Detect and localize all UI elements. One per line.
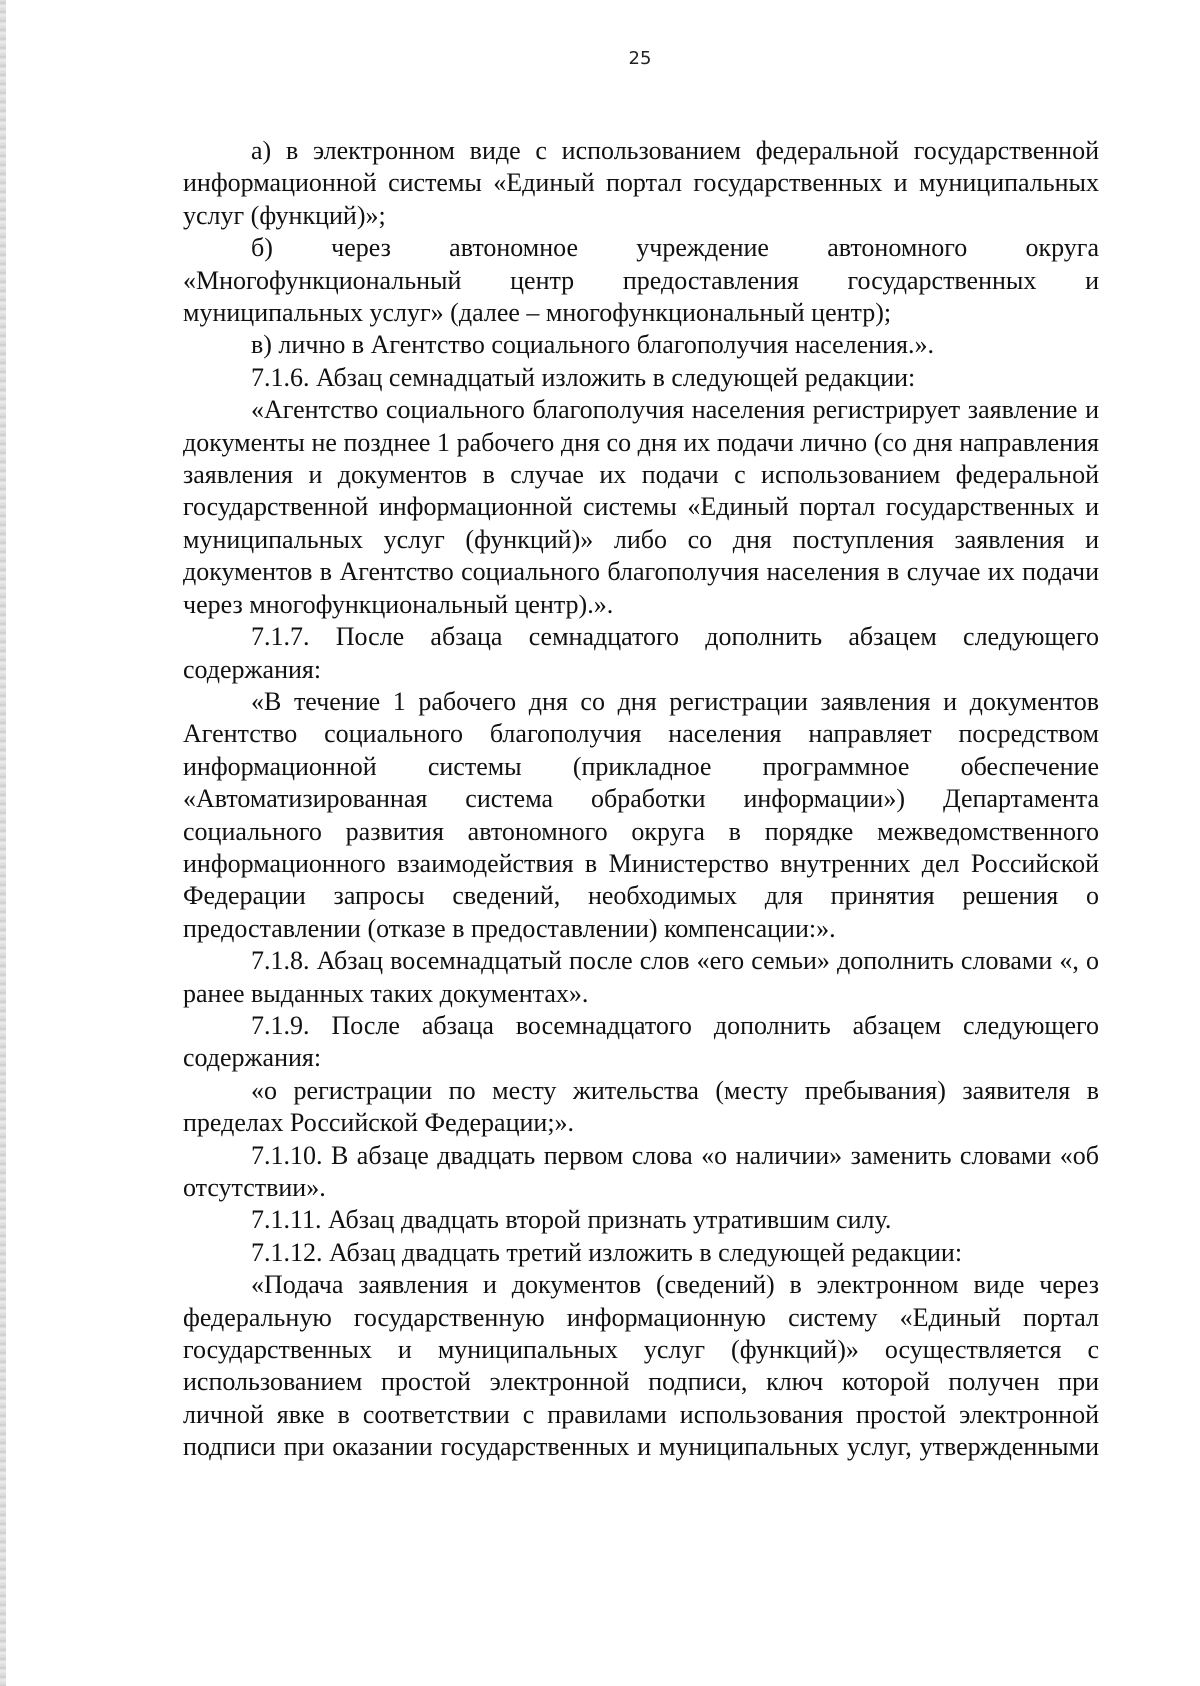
paragraph-item-v: в) лично в Агентство социального благополучия населения.». <box>251 330 934 360</box>
paragraph-7-1-10: 7.1.10. В абзаце двадцать первом слова «о наличии» заменить словами «об отсутствии». <box>183 1140 1099 1202</box>
paragraph-quote-interagency-request: «В течение 1 рабочего дня со дня регистрации заявления и документов Агентство социального благополучия населения направляет посредством информационной системы (прикладное программное обеспечение «Автоматизированная система обработки информации») Департамента социального развития автономного округа в порядке межведомственного информационного взаимодействия в Министерство внутренних дел Российской Федерации запросы сведений, необходимых для принятия решения о предоставлении (отказе в предоставлении) компенсации:». <box>183 686 1099 943</box>
page-number: 25 <box>628 48 652 69</box>
paragraph-item-a: а) в электронном виде с использованием федеральной государственной информационной системы «Единый портал государственных и муниципальных услуг (функций)»; <box>183 136 1099 230</box>
paragraph-7-1-12: 7.1.12. Абзац двадцать третий изложить в следующей редакции: <box>251 1237 963 1267</box>
scan-edge-shadow <box>0 0 6 1686</box>
paragraph-7-1-9: 7.1.9. После абзаца восемнадцатого дополнить абзацем следующего содержания: <box>183 1010 1099 1073</box>
paragraph-7-1-8: 7.1.8. Абзац восемнадцатый после слов «его семьи» дополнить словами «, о ранее выданных таких документах». <box>183 946 1099 1008</box>
paragraph-quote-residence: «о регистрации по месту жительства (месту пребывания) заявителя в пределах Российской Федерации;». <box>183 1075 1099 1138</box>
paragraph-item-b: б) через автономное учреждение автономного округа «Многофункциональный центр предоставления государственных и муниципальных услуг» (далее – многофункциональный центр); <box>183 233 1099 328</box>
paragraph-7-1-6: 7.1.6. Абзац семнадцатый изложить в следующей редакции: <box>251 362 916 392</box>
document-body <box>183 135 1099 1464</box>
paragraph-7-1-7: 7.1.7. После абзаца семнадцатого дополнить абзацем следующего содержания: <box>183 622 1099 684</box>
paragraph-7-1-11: 7.1.11. Абзац двадцать второй признать утратившим силу. <box>251 1205 892 1235</box>
paragraph-quote-electronic-submission: «Подача заявления и документов (сведений) в электронном виде через федеральную государственную информационную систему «Единый портал государственных и муниципальных услуг (функций)» осуществляется с использованием простой электронной подписи, ключ которой получен при личной явке в соответствии с правилами использования простой электронной подписи при оказании государственных и муниципальных услуг, утвержденными <box>183 1270 1099 1462</box>
paragraph-quote-registration: «Агентство социального благополучия населения регистрирует заявление и документы не позднее 1 рабочего дня со дня их подачи лично (со дня направления заявления и документов в случае их подачи с использованием федеральной государственной информационной системы «Единый портал государственных и муниципальных услуг (функций)» либо со дня поступления заявления и документов в Агентство социального благополучия населения в случае их подачи через многофункциональный центр).». <box>183 395 1099 619</box>
